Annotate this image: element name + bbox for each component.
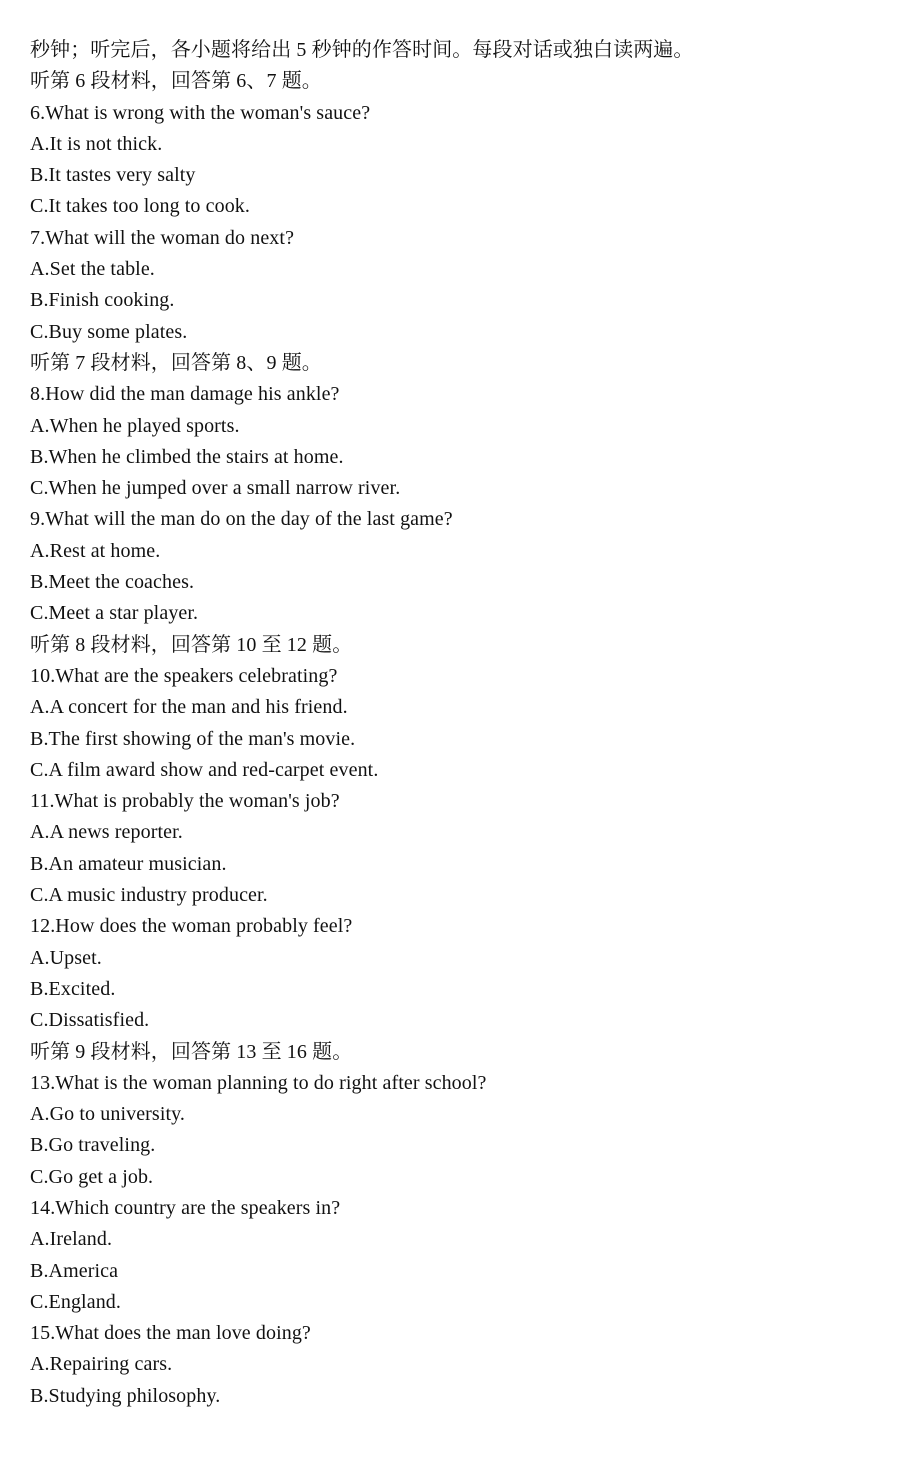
exam-page (30, 35, 880, 1412)
question-7: 7.What will the woman do next? (30, 226, 295, 249)
question-14-option-c: C.England. (30, 1290, 121, 1313)
question-14-option-b: B.America (30, 1259, 119, 1282)
question-9: 9.What will the man do on the day of the last game? (30, 508, 453, 531)
section-heading-9: 听第 9 段材料，回答第 13 至 16 题。 (30, 1040, 353, 1063)
question-14-option-a: A.Ireland. (30, 1228, 113, 1251)
question-15-option-a: A.Repairing cars. (30, 1353, 173, 1376)
question-8-option-a: A.When he played sports. (30, 414, 240, 437)
question-13: 13.What is the woman planning to do right after school? (30, 1071, 487, 1094)
question-10: 10.What are the speakers celebrating? (30, 664, 338, 687)
question-15-option-b: B.Studying philosophy. (30, 1384, 221, 1407)
question-12: 12.How does the woman probably feel? (30, 915, 353, 938)
section-heading-8: 听第 8 段材料，回答第 10 至 12 题。 (30, 633, 353, 656)
question-6-option-b: B.It tastes very salty (30, 164, 196, 187)
question-6: 6.What is wrong with the woman's sauce? (30, 101, 371, 124)
question-9-option-b: B.Meet the coaches. (30, 571, 195, 594)
question-6-option-c: C.It takes too long to cook. (30, 195, 250, 218)
question-6-option-a: A.It is not thick. (30, 132, 163, 155)
question-7-option-a: A.Set the table. (30, 258, 155, 281)
question-9-option-c: C.Meet a star player. (30, 602, 199, 625)
question-10-option-b: B.The first showing of the man's movie. (30, 727, 356, 750)
question-11: 11.What is probably the woman's job? (30, 790, 340, 813)
question-10-option-c: C.A film award show and red-carpet event. (30, 758, 379, 781)
question-12-option-b: B.Excited. (30, 977, 116, 1000)
question-8-option-b: B.When he climbed the stairs at home. (30, 445, 344, 468)
instruction-text: 秒钟；听完后，各小题将给出 5 秒钟的作答时间。每段对话或独白读两遍。 (30, 39, 694, 61)
question-11-option-a: A.A news reporter. (30, 821, 183, 844)
section-heading-6: 听第 6 段材料，回答第 6、7 题。 (30, 70, 322, 93)
question-8: 8.How did the man damage his ankle? (30, 383, 340, 406)
question-7-option-b: B.Finish cooking. (30, 289, 175, 312)
question-12-option-c: C.Dissatisfied. (30, 1009, 150, 1032)
question-8-option-c: C.When he jumped over a small narrow river. (30, 477, 401, 500)
question-15: 15.What does the man love doing? (30, 1322, 311, 1345)
question-11-option-b: B.An amateur musician. (30, 852, 227, 875)
question-14: 14.Which country are the speakers in? (30, 1196, 341, 1219)
question-13-option-b: B.Go traveling. (30, 1134, 156, 1157)
question-13-option-a: A.Go to university. (30, 1103, 186, 1126)
question-7-option-c: C.Buy some plates. (30, 320, 188, 343)
question-13-option-c: C.Go get a job. (30, 1165, 154, 1188)
question-10-option-a: A.A concert for the man and his friend. (30, 696, 348, 719)
section-heading-7: 听第 7 段材料，回答第 8、9 题。 (30, 351, 322, 374)
question-11-option-c: C.A music industry producer. (30, 884, 268, 907)
question-9-option-a: A.Rest at home. (30, 539, 161, 562)
question-12-option-a: A.Upset. (30, 946, 102, 969)
